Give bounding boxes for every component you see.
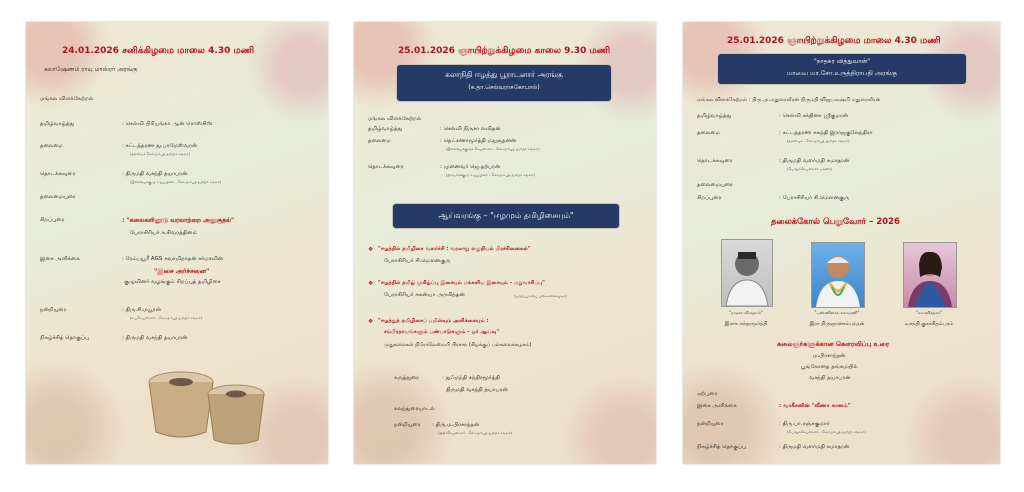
paper-title: "ஈழத்தில் தமிழ் முகிழ்ப்பு இசையும் மக்களிய இசையும் – மறுவாசிப்பு" <box>378 280 545 286</box>
paper-note: (யாழ்ப்பாணப் பல்கலைக்கழகம்) <box>514 294 568 298</box>
honour-speaker: பூங்கோதை தங்கமயில் <box>801 364 858 370</box>
honour-speaker: ம.பிரசாந்தன் <box>813 353 846 359</box>
row-subtitle: (இலக்கியக்குழுச் செயலாளர் - கொழும்புத் தமிழ்ச் சங்கம்) <box>446 147 540 151</box>
paper-title-cont: சம்பிரதாயங்களும் பண்பாடுகளும் – ஓர் ஆய்வு" <box>384 329 500 335</box>
mangala-label: மங்கல விளக்கேற்றல் <box>368 116 422 122</box>
bullet-icon: ❖ <box>368 318 374 325</box>
mangala-label: மங்கல விளக்கேற்றல் <box>40 96 94 102</box>
awardee-name: இராசு சுந்தரமூர்த்தி <box>724 321 768 327</box>
nanri-speaker: : திரு.ம.பிரசாந்தன் <box>432 422 480 428</box>
karuthurai-label: கருத்துரை <box>394 375 420 381</box>
row-subtitle: (பொதுச்செயலாளர் - கொழும்புத் தமிழ்ச் சங்கம்) <box>787 430 866 434</box>
karuthurai-speaker: : நுஃமந்தி சந்திரமூர்த்தி <box>442 375 500 381</box>
bullet-icon: ❖ <box>368 246 374 253</box>
venue-title: கலாநிதி ஈழத்து பூராடனார் அரங்கு <box>445 70 563 79</box>
bullet-icon: ❖ <box>368 280 374 287</box>
nanri-label: நன்றியுரை <box>394 422 421 428</box>
mangala-label: மங்கல விளக்கேற்றல் : திரு.அ.மதுரைவீரன் திருமதி விஜயலஷ்மி மதுரைவீரன் <box>697 97 881 103</box>
venue-title: மாவை மா.சோ.உருத்திராபதி அரங்கு <box>787 69 897 77</box>
session-banner: ஆய்வரங்கு – "ஈழமும் தமிழிசையும்" <box>392 203 620 229</box>
event-date: 24.01.2026 சனிக்கிழமை மாலை 4.30 மணி <box>62 46 255 56</box>
awardee-name: இரா திருஞானசம்பந்தன் <box>809 321 865 327</box>
venue-banner <box>396 64 612 102</box>
awardee-photo <box>721 239 773 307</box>
row-subtitle: (தலைவர் - கொழும்புத் தமிழ்ச் சங்கம்) <box>787 139 850 143</box>
program-panel-day2-morning: 25.01.2026 ஞாயிற்றுக்கிழமை காலை 9.30 மணி கலாநிதி ஈழத்து பூராடனார் அரங்கு (க.தா.செல்வராசகோபால்) மங்கல விளக்கேற்றல் தமிழ்வாழ்த்து : செல்வி நிருசா லவிதன் தலைமை : தெட்சணாமூர்த்தி மதுசூதனன் (இலக்கியக்குழுச் செயலாளர் - கொழும்புத் தமிழ்ச் சங்கம்) தொடக்கவுரை : முனைவர் ஜெ.தற்பரன் (நிர்வாகக்குழு உறுப்பினர் - கொழும்புத் தமிழ்ச் சங்கம்) ஆய்வரங்கு – "ஈழமும் தமிழிசையும்" ❖ "ஈழத்தில் தமிழிசை வளர்ச்சி : வரலாறு எழுதியல் பிரச்சினைகள்" பேராசிரியர் சி.மௌனகுரு ❖ "ஈழத்தில் தமிழ் முகிழ்ப்பு இசையும் மக்களிய இசையும் – மறுவாசிப்பு" பேராசிரியர் சுகன்யா அரவிந்தன் (யாழ்ப்பாணப் பல்கலைக்கழகம்) ❖ "ஈழத்துத் தமிழிசைப் பயில்வும் அளிக்கையும் : சம்பிரதாயங்களும் பண்பாடுகளும் – ஓர் ஆய்வு" முதுகலைகள் நிரோலெஸ்வரி பிரசாந் (கிழக்குப் பல்கலைக்கழகம்) கருத்துரை : நுஃமந்தி சந்திரமூர்த்தி திருமதி வசந்தி தயாபரன் கலந்துரையாடல் நன்றியுரை : திரு.ம.பிரசாந்தன் (நிதிச்செயலாளர் - கொழும்புத் தமிழ்ச் சங்கம்) <box>354 22 656 464</box>
awardee-photo <box>811 242 865 308</box>
program-panel-day2-evening: 25.01.2026 ஞாயிற்றுக்கிழமை மாலை 4.30 மணி "நாதசுர வித்துவான்" மாவை மா.சோ.உருத்திராபதி அரங்கு மங்கல விளக்கேற்றல் : திரு.அ.மதுரைவீரன் திருமதி விஜயலஷ்மி மதுரைவீரன் தமிழ்வாழ்த்து : செல்வி சக்தினா ஸ்ரீகுமரன் தலைமை : சட்டத்தரண சுகந்தி இராஜகுலேந்திரா (தலைவர் - கொழும்புத் தமிழ்ச் சங்கம்) தொடக்கவுரை : திருமதி வளர்மதி சுமாதரன் (பொதுச்செயலாளர் மகளிர்) தலைமையுரை சிறப்புரை : பேராசிரியர் சி.மௌனகுரு தலைக்கோல் பெறுவோர் – 2026 "நாதசுர விருதகம்" "பண்ணிசைக் கலாமணி" "கலாவித்தகர்" இராசு சுந்தரமூர்த்தி இரா திருஞானசம்பந்தன் வசந்தி குகச்சிதம்பரம் கலைஞர்களுக்கான கௌரவிப்பு உரை ம.பிரசாந்தன் பூங்கோதை தங்கமயில் வசந்தி தயாபரன் ஏற்புரை இசை அளிக்கை : வாகீசனின் "வீணா கானம்" நன்றியுரை : திரு.பா.ரஞ்சகுமார் (பொதுச்செயலாளர் - கொழும்புத் தமிழ்ச் சங்கம்) நிகழ்ச்சித் தொகுப்பு : திருமதி வளர்மதி சுமாதரன் <box>683 22 1000 464</box>
row-subtitle: (இலக்கியக்குழு உறுப்பினர் - கொழும்புத் தமிழ்ச் சங்கம்) <box>130 180 222 184</box>
row-subtitle: (உபசெயலாளர் - கொழும்புத் தமிழ்ச் சங்கம்) <box>130 316 203 320</box>
paper-speaker: பேராசிரியர் சுகன்யா அரவிந்தன் <box>384 292 465 298</box>
paper-speaker: பேராசிரியர் சி.மௌனகுரு <box>384 258 451 264</box>
awardee-name: வசந்தி குகச்சிதம்பரம் <box>904 321 954 327</box>
program-panel-day1: 24.01.2026 சனிக்கிழமை மாலை 4.30 மணி கலாஷேணம் ராயு மாஸ்ரர் அரங்கு மங்கல விளக்கேற்றல் தமிழ்வாழ்த்து : செல்வி பிரியங்கா ஆன் ரொஸ்சிஸ் தலைமை : சட்டத்தரண து.பரமேஸ்வரன் (தலைவர் கொழும்புத் தமிழ்ச் சங்கம்) தொடக்கவுரை : திருமதி வசந்தி தயாபரன் (இலக்கியக்குழு உறுப்பினர் - கொழும்புத் தமிழ்ச் சங்கம்) தலைமையுரை சிறப்புரை : "கலைகளினூடு வரலாற்றை அனுகுதல்" பேராசிரியர் சு.சிவரத்தினம் இசை அளிக்கை : ரேம்பயூரீ AGS சுவாமிநாதன் சர்மாவின் "இசை அர்ச்சனை" குழுவினர் வழங்கும் சிறப்புத் தமிழிசை நன்றியுரை : திரு.சி.மயூரன் (உபசெயலாளர் - கொழும்புத் தமிழ்ச் சங்கம்) நிகழ்ச்சித் தொகுப்பு : திருமதி வசந்தி தயாபரன் <box>26 22 328 464</box>
paper-title: "ஈழத்துத் தமிழிசைப் பயில்வும் அளிக்கையும் : <box>378 318 489 324</box>
isai-title: "இசை அர்ச்சனை" <box>154 267 210 275</box>
row-subtitle: (பொதுச்செயலாளர் மகளிர்) <box>787 167 833 171</box>
awardee-caption: "கலாவித்தகர்" <box>915 310 943 315</box>
discussion-label: கலந்துரையாடல் <box>394 406 435 412</box>
venue-subtitle: (க.தா.செல்வராசகோபால்) <box>468 84 540 91</box>
isai-subtitle: குழுவினர் வழங்கும் சிறப்புத் தமிழிசை <box>124 279 221 285</box>
awardee-photo <box>903 242 957 308</box>
tabla-illustration-icon <box>136 342 276 452</box>
paper-speaker: முதுகலைகள் நிரோலெஸ்வரி பிரசாந் (கிழக்குப் பல்கலைக்கழகம்) <box>384 342 532 348</box>
honour-speech-title: கலைஞர்களுக்கான கௌரவிப்பு உரை <box>777 340 890 348</box>
award-title: தலைக்கோல் பெறுவோர் – 2026 <box>771 217 900 227</box>
awardee-caption: "நாதசுர விருதகம்" <box>729 310 763 315</box>
venue-subtitle: "நாதசுர வித்துவான்" <box>814 58 870 65</box>
honour-speaker: வசந்தி தயாபரன் <box>809 375 851 381</box>
paper-title: "ஈழத்தில் தமிழிசை வளர்ச்சி : வரலாறு எழுதியல் பிரச்சினைகள்" <box>378 246 531 252</box>
event-date: 25.01.2026 ஞாயிற்றுக்கிழமை காலை 9.30 மணி <box>398 46 611 56</box>
row-subtitle: (நிர்வாகக்குழு உறுப்பினர் - கொழும்புத் தமிழ்ச் சங்கம்) <box>446 173 535 177</box>
row-subtitle: (நிதிச்செயலாளர் - கொழும்புத் தமிழ்ச் சங்கம்) <box>438 431 513 435</box>
venue-title: கலாஷேணம் ராயு மாஸ்ரர் அரங்கு <box>44 66 138 73</box>
karuthurai-speaker: திருமதி வசந்தி தயாபரன் <box>446 387 508 393</box>
venue-banner <box>717 53 967 85</box>
row-subtitle: (தலைவர் கொழும்புத் தமிழ்ச் சங்கம்) <box>130 152 191 156</box>
awardee-caption: "பண்ணிசைக் கலாமணி" <box>814 310 860 315</box>
speaker-name: பேராசிரியர் சு.சிவரத்தினம் <box>130 230 197 236</box>
event-date: 25.01.2026 ஞாயிற்றுக்கிழமை மாலை 4.30 மணி <box>727 36 941 46</box>
